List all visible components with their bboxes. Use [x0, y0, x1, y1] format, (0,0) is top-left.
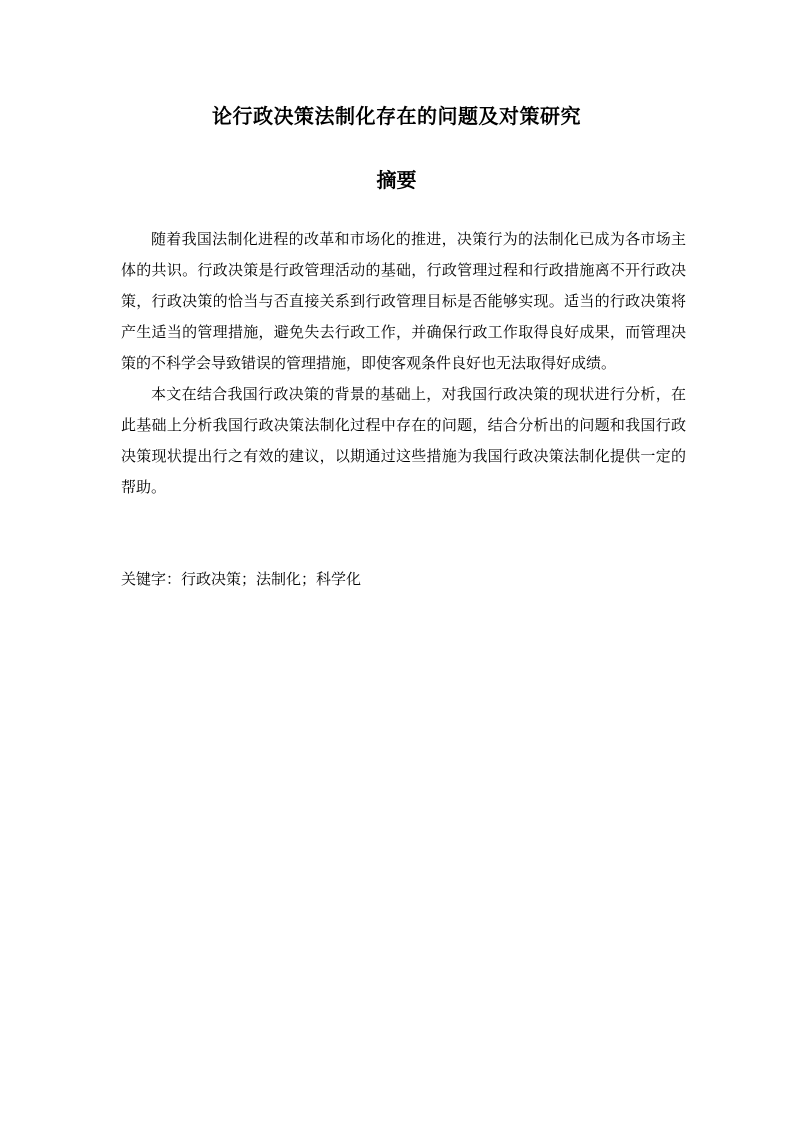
- document-title: 论行政决策法制化存在的问题及对策研究: [212, 104, 581, 128]
- abstract-heading: 摘要: [376, 168, 417, 192]
- abstract-paragraph-1: 随着我国法制化进程的改革和市场化的推进，决策行为的法制化已成为各市场主体的共识。行政决策是行政管理活动的基础，行政管理过程和行政措施离不开行政决策，行政决策的恰当与否直接关系到行政管理目标是否能够实现。适当的行政决策将产生适当的管理措施，避免失去行政工作，并确保行政工作取得良好成果，而管理决策的不科学会导致错误的管理措施，即使客观条件良好也无法取得好成绩。: [121, 230, 686, 372]
- abstract-paragraph-2: 本文在结合我国行政决策的背景的基础上，对我国行政决策的现状进行分析，在此基础上分析我国行政决策法制化过程中存在的问题，结合分析出的问题和我国行政决策现状提出行之有效的建议，以期通过这些措施为我国行政决策法制化提供一定的帮助。: [121, 385, 686, 496]
- abstract-body: [121, 224, 686, 503]
- keywords-line: 关键字：行政决策；法制化；科学化: [121, 570, 362, 588]
